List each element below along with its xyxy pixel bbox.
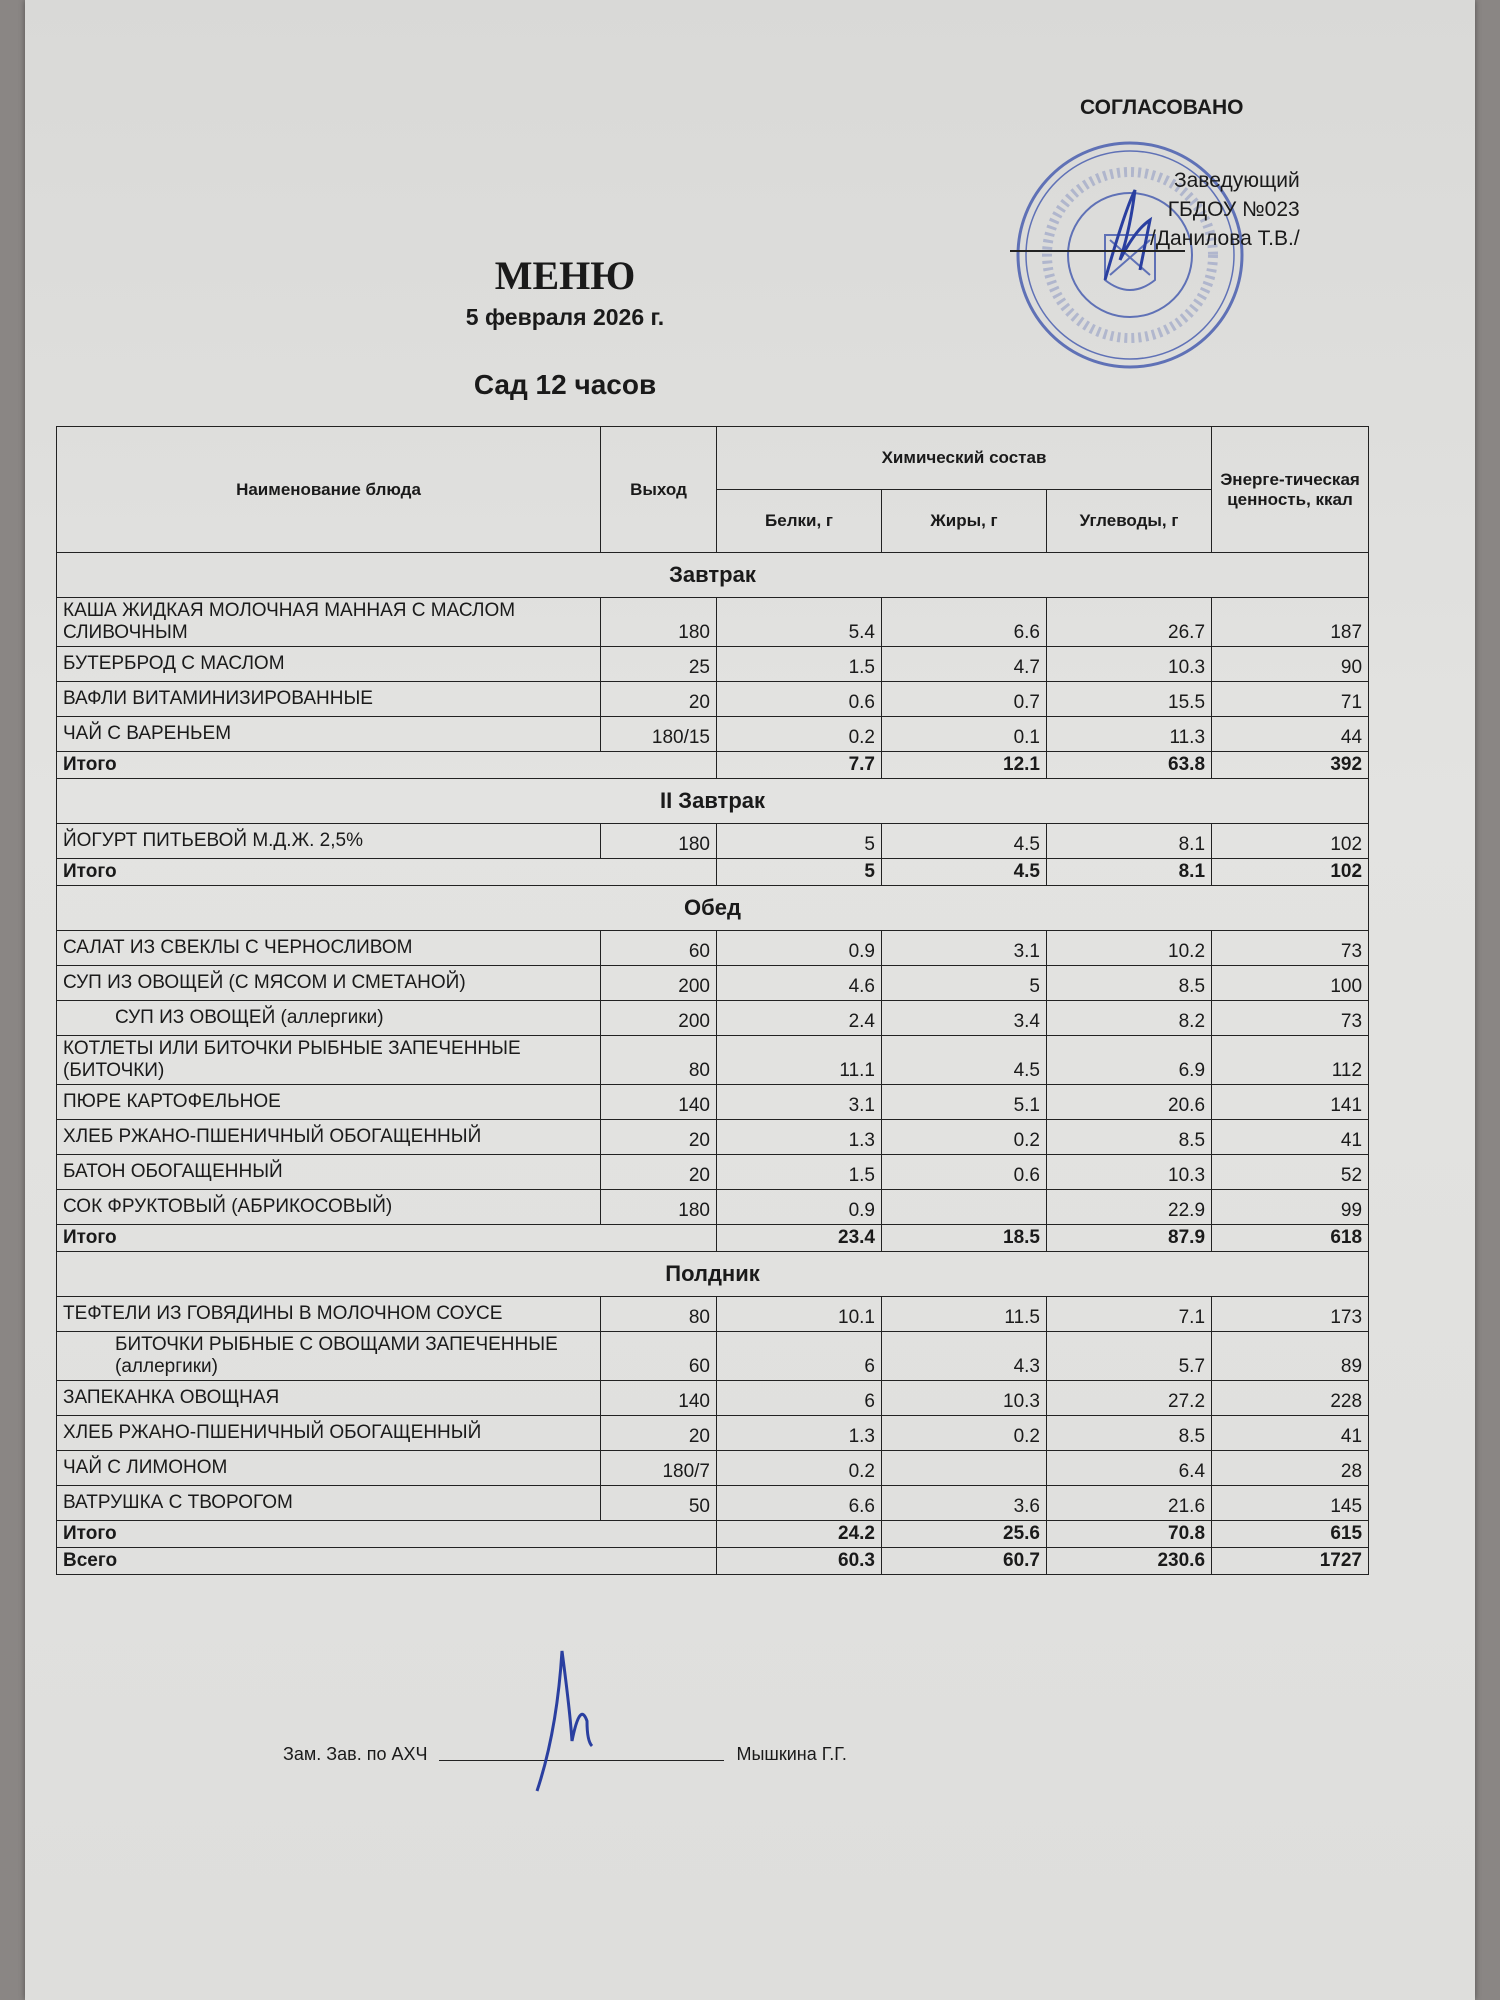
dish-protein: 2.4 — [717, 1001, 882, 1036]
grand-total-carbs: 230.6 — [1047, 1548, 1212, 1575]
dish-carbs: 15.5 — [1047, 682, 1212, 717]
dish-name: КАША ЖИДКАЯ МОЛОЧНАЯ МАННАЯ С МАСЛОМ СЛИВОЧНЫМ — [57, 598, 601, 647]
dish-row — [57, 966, 1369, 1001]
dish-carbs: 5.7 — [1047, 1332, 1212, 1381]
dish-carbs: 10.3 — [1047, 1155, 1212, 1190]
dish-row — [57, 1120, 1369, 1155]
dish-carbs: 6.9 — [1047, 1036, 1212, 1085]
dish-kcal: 145 — [1212, 1486, 1369, 1521]
dish-yield: 140 — [601, 1381, 717, 1416]
total-protein: 7.7 — [717, 752, 882, 779]
dish-protein: 5.4 — [717, 598, 882, 647]
dish-kcal: 173 — [1212, 1297, 1369, 1332]
dish-name: БУТЕРБРОД С МАСЛОМ — [57, 647, 601, 682]
dish-protein: 11.1 — [717, 1036, 882, 1085]
dish-fat: 5.1 — [882, 1085, 1047, 1120]
dish-carbs: 27.2 — [1047, 1381, 1212, 1416]
total-label: Итого — [57, 1521, 717, 1548]
total-label: Итого — [57, 859, 717, 886]
dish-carbs: 8.2 — [1047, 1001, 1212, 1036]
total-carbs: 70.8 — [1047, 1521, 1212, 1548]
total-carbs: 87.9 — [1047, 1225, 1212, 1252]
dish-row — [57, 1001, 1369, 1036]
dish-yield: 60 — [601, 931, 717, 966]
section-row — [57, 1252, 1369, 1297]
dish-protein: 6 — [717, 1332, 882, 1381]
dish-kcal: 41 — [1212, 1120, 1369, 1155]
header-yield: Выход — [601, 427, 717, 553]
dish-kcal: 71 — [1212, 682, 1369, 717]
total-fat: 12.1 — [882, 752, 1047, 779]
dish-protein: 0.2 — [717, 1451, 882, 1486]
dish-carbs: 8.5 — [1047, 966, 1212, 1001]
dish-fat: 3.6 — [882, 1486, 1047, 1521]
dish-yield: 180/15 — [601, 717, 717, 752]
dish-yield: 20 — [601, 1155, 717, 1190]
total-fat: 18.5 — [882, 1225, 1047, 1252]
dish-fat: 6.6 — [882, 598, 1047, 647]
total-kcal: 615 — [1212, 1521, 1369, 1548]
dish-kcal: 41 — [1212, 1416, 1369, 1451]
dish-kcal: 73 — [1212, 931, 1369, 966]
dish-row — [57, 1036, 1369, 1085]
grand-total-label: Всего — [57, 1548, 717, 1575]
total-protein: 23.4 — [717, 1225, 882, 1252]
section-title: Полдник — [57, 1252, 1369, 1297]
dish-row — [57, 931, 1369, 966]
dish-fat: 4.7 — [882, 647, 1047, 682]
header-protein: Белки, г — [717, 490, 882, 553]
dish-name: ЧАЙ С ВАРЕНЬЕМ — [57, 717, 601, 752]
dish-protein: 5 — [717, 824, 882, 859]
dish-yield: 180 — [601, 598, 717, 647]
dish-name: ЙОГУРТ ПИТЬЕВОЙ М.Д.Ж. 2,5% — [57, 824, 601, 859]
footer-signature — [529, 1631, 609, 1801]
dish-yield: 200 — [601, 966, 717, 1001]
dish-yield: 60 — [601, 1332, 717, 1381]
dish-name: ЗАПЕКАНКА ОВОЩНАЯ — [57, 1381, 601, 1416]
dish-row — [57, 1190, 1369, 1225]
total-row — [57, 752, 1369, 779]
grand-total-fat: 60.7 — [882, 1548, 1047, 1575]
dish-fat — [882, 1451, 1047, 1486]
total-row — [57, 1225, 1369, 1252]
approver-block — [1150, 166, 1300, 253]
dish-protein: 0.9 — [717, 1190, 882, 1225]
page-title: МЕНЮ — [494, 253, 636, 298]
footer-position: Зам. Зав. по АХЧ — [283, 1744, 428, 1764]
dish-row — [57, 1486, 1369, 1521]
dish-row — [57, 824, 1369, 859]
menu-date: 5 февраля 2026 г. — [465, 304, 665, 330]
header-name: Наименование блюда — [57, 427, 601, 553]
dish-protein: 6.6 — [717, 1486, 882, 1521]
dish-row — [57, 598, 1369, 647]
dish-kcal: 52 — [1212, 1155, 1369, 1190]
dish-yield: 20 — [601, 1120, 717, 1155]
total-kcal: 102 — [1212, 859, 1369, 886]
dish-protein: 6 — [717, 1381, 882, 1416]
dish-fat: 11.5 — [882, 1297, 1047, 1332]
dish-name: ПЮРЕ КАРТОФЕЛЬНОЕ — [57, 1085, 601, 1120]
dish-fat: 0.1 — [882, 717, 1047, 752]
dish-protein: 1.3 — [717, 1416, 882, 1451]
dish-yield: 200 — [601, 1001, 717, 1036]
footer-signature-line — [439, 1760, 724, 1761]
dish-name: ЧАЙ С ЛИМОНОМ — [57, 1451, 601, 1486]
dish-carbs: 11.3 — [1047, 717, 1212, 752]
grand-total-row — [57, 1548, 1369, 1575]
dish-carbs: 21.6 — [1047, 1486, 1212, 1521]
dish-kcal: 100 — [1212, 966, 1369, 1001]
dish-name: БИТОЧКИ РЫБНЫЕ С ОВОЩАМИ ЗАПЕЧЕННЫЕ (аллергики) — [57, 1332, 601, 1381]
total-label: Итого — [57, 752, 717, 779]
dish-fat: 0.2 — [882, 1120, 1047, 1155]
dish-protein: 0.6 — [717, 682, 882, 717]
dish-name: ТЕФТЕЛИ ИЗ ГОВЯДИНЫ В МОЛОЧНОМ СОУСЕ — [57, 1297, 601, 1332]
total-label: Итого — [57, 1225, 717, 1252]
header-fat: Жиры, г — [882, 490, 1047, 553]
dish-kcal: 112 — [1212, 1036, 1369, 1085]
dish-kcal: 228 — [1212, 1381, 1369, 1416]
dish-yield: 20 — [601, 682, 717, 717]
total-protein: 24.2 — [717, 1521, 882, 1548]
section-row — [57, 553, 1369, 598]
dish-protein: 10.1 — [717, 1297, 882, 1332]
dish-yield: 180/7 — [601, 1451, 717, 1486]
dish-row — [57, 647, 1369, 682]
dish-name: САЛАТ ИЗ СВЕКЛЫ С ЧЕРНОСЛИВОМ — [57, 931, 601, 966]
dish-protein: 1.5 — [717, 647, 882, 682]
dish-kcal: 99 — [1212, 1190, 1369, 1225]
dish-carbs: 8.5 — [1047, 1120, 1212, 1155]
dish-fat: 5 — [882, 966, 1047, 1001]
footer — [56, 1615, 1368, 1765]
dish-fat: 0.2 — [882, 1416, 1047, 1451]
dish-fat: 0.7 — [882, 682, 1047, 717]
dish-fat: 10.3 — [882, 1381, 1047, 1416]
dish-carbs: 6.4 — [1047, 1451, 1212, 1486]
grand-total-kcal: 1727 — [1212, 1548, 1369, 1575]
dish-name: ВАФЛИ ВИТАМИНИЗИРОВАННЫЕ — [57, 682, 601, 717]
dish-kcal: 187 — [1212, 598, 1369, 647]
header-chem: Химический состав — [717, 427, 1212, 490]
dish-yield: 80 — [601, 1297, 717, 1332]
dish-row — [57, 682, 1369, 717]
total-row — [57, 1521, 1369, 1548]
total-kcal: 392 — [1212, 752, 1369, 779]
dish-row — [57, 1451, 1369, 1486]
section-title: Завтрак — [57, 553, 1369, 598]
dish-name: ВАТРУШКА С ТВОРОГОМ — [57, 1486, 601, 1521]
dish-yield: 20 — [601, 1416, 717, 1451]
dish-yield: 25 — [601, 647, 717, 682]
dish-carbs: 26.7 — [1047, 598, 1212, 647]
dish-protein: 0.2 — [717, 717, 882, 752]
dish-kcal: 28 — [1212, 1451, 1369, 1486]
grand-total-protein: 60.3 — [717, 1548, 882, 1575]
approver-name: /Данилова Т.В./ — [1150, 227, 1300, 250]
dish-yield: 180 — [601, 824, 717, 859]
total-kcal: 618 — [1212, 1225, 1369, 1252]
dish-name: ХЛЕБ РЖАНО-ПШЕНИЧНЫЙ ОБОГАЩЕННЫЙ — [57, 1416, 601, 1451]
dish-row — [57, 1416, 1369, 1451]
dish-fat: 4.5 — [882, 1036, 1047, 1085]
dish-carbs: 7.1 — [1047, 1297, 1212, 1332]
total-row — [57, 859, 1369, 886]
dish-row — [57, 1085, 1369, 1120]
dish-yield: 80 — [601, 1036, 717, 1085]
section-row — [57, 779, 1369, 824]
dish-carbs: 10.3 — [1047, 647, 1212, 682]
dish-name: СУП ИЗ ОВОЩЕЙ (аллергики) — [57, 1001, 601, 1036]
dish-kcal: 90 — [1212, 647, 1369, 682]
dish-name: СУП ИЗ ОВОЩЕЙ (С МЯСОМ И СМЕТАНОЙ) — [57, 966, 601, 1001]
dish-protein: 1.3 — [717, 1120, 882, 1155]
dish-row — [57, 717, 1369, 752]
approver-title: Заведующий — [1173, 169, 1300, 192]
dish-fat: 4.3 — [882, 1332, 1047, 1381]
dish-name: ХЛЕБ РЖАНО-ПШЕНИЧНЫЙ ОБОГАЩЕННЫЙ — [57, 1120, 601, 1155]
dish-carbs: 8.1 — [1047, 824, 1212, 859]
dish-carbs: 20.6 — [1047, 1085, 1212, 1120]
dish-name: БАТОН ОБОГАЩЕННЫЙ — [57, 1155, 601, 1190]
document-body — [56, 252, 1368, 1765]
dish-kcal: 102 — [1212, 824, 1369, 859]
dish-kcal: 73 — [1212, 1001, 1369, 1036]
group-title: Сад 12 часов — [473, 369, 657, 400]
menu-table — [56, 426, 1369, 1575]
dish-kcal: 44 — [1212, 717, 1369, 752]
total-carbs: 63.8 — [1047, 752, 1212, 779]
total-carbs: 8.1 — [1047, 859, 1212, 886]
approval-heading: СОГЛАСОВАНО — [1080, 96, 1244, 119]
dish-fat: 0.6 — [882, 1155, 1047, 1190]
dish-row — [57, 1381, 1369, 1416]
dish-fat — [882, 1190, 1047, 1225]
section-title: II Завтрак — [57, 779, 1369, 824]
header-energy: Энерге-тическая ценность, ккал — [1212, 427, 1369, 553]
dish-name: КОТЛЕТЫ ИЛИ БИТОЧКИ РЫБНЫЕ ЗАПЕЧЕННЫЕ (БИТОЧКИ) — [57, 1036, 601, 1085]
approver-org: ГБДОУ №023 — [1167, 198, 1300, 221]
dish-fat: 4.5 — [882, 824, 1047, 859]
section-row — [57, 886, 1369, 931]
dish-row — [57, 1332, 1369, 1381]
dish-carbs: 8.5 — [1047, 1416, 1212, 1451]
dish-yield: 50 — [601, 1486, 717, 1521]
dish-kcal: 89 — [1212, 1332, 1369, 1381]
total-fat: 4.5 — [882, 859, 1047, 886]
dish-protein: 3.1 — [717, 1085, 882, 1120]
dish-row — [57, 1297, 1369, 1332]
total-fat: 25.6 — [882, 1521, 1047, 1548]
dish-row — [57, 1155, 1369, 1190]
dish-yield: 140 — [601, 1085, 717, 1120]
dish-protein: 0.9 — [717, 931, 882, 966]
dish-protein: 1.5 — [717, 1155, 882, 1190]
dish-carbs: 10.2 — [1047, 931, 1212, 966]
section-title: Обед — [57, 886, 1369, 931]
dish-fat: 3.4 — [882, 1001, 1047, 1036]
footer-name: Мышкина Г.Г. — [736, 1744, 847, 1764]
total-protein: 5 — [717, 859, 882, 886]
dish-fat: 3.1 — [882, 931, 1047, 966]
dish-yield: 180 — [601, 1190, 717, 1225]
dish-name: СОК ФРУКТОВЫЙ (АБРИКОСОВЫЙ) — [57, 1190, 601, 1225]
header-carbs: Углеводы, г — [1047, 490, 1212, 553]
dish-carbs: 22.9 — [1047, 1190, 1212, 1225]
dish-protein: 4.6 — [717, 966, 882, 1001]
dish-kcal: 141 — [1212, 1085, 1369, 1120]
